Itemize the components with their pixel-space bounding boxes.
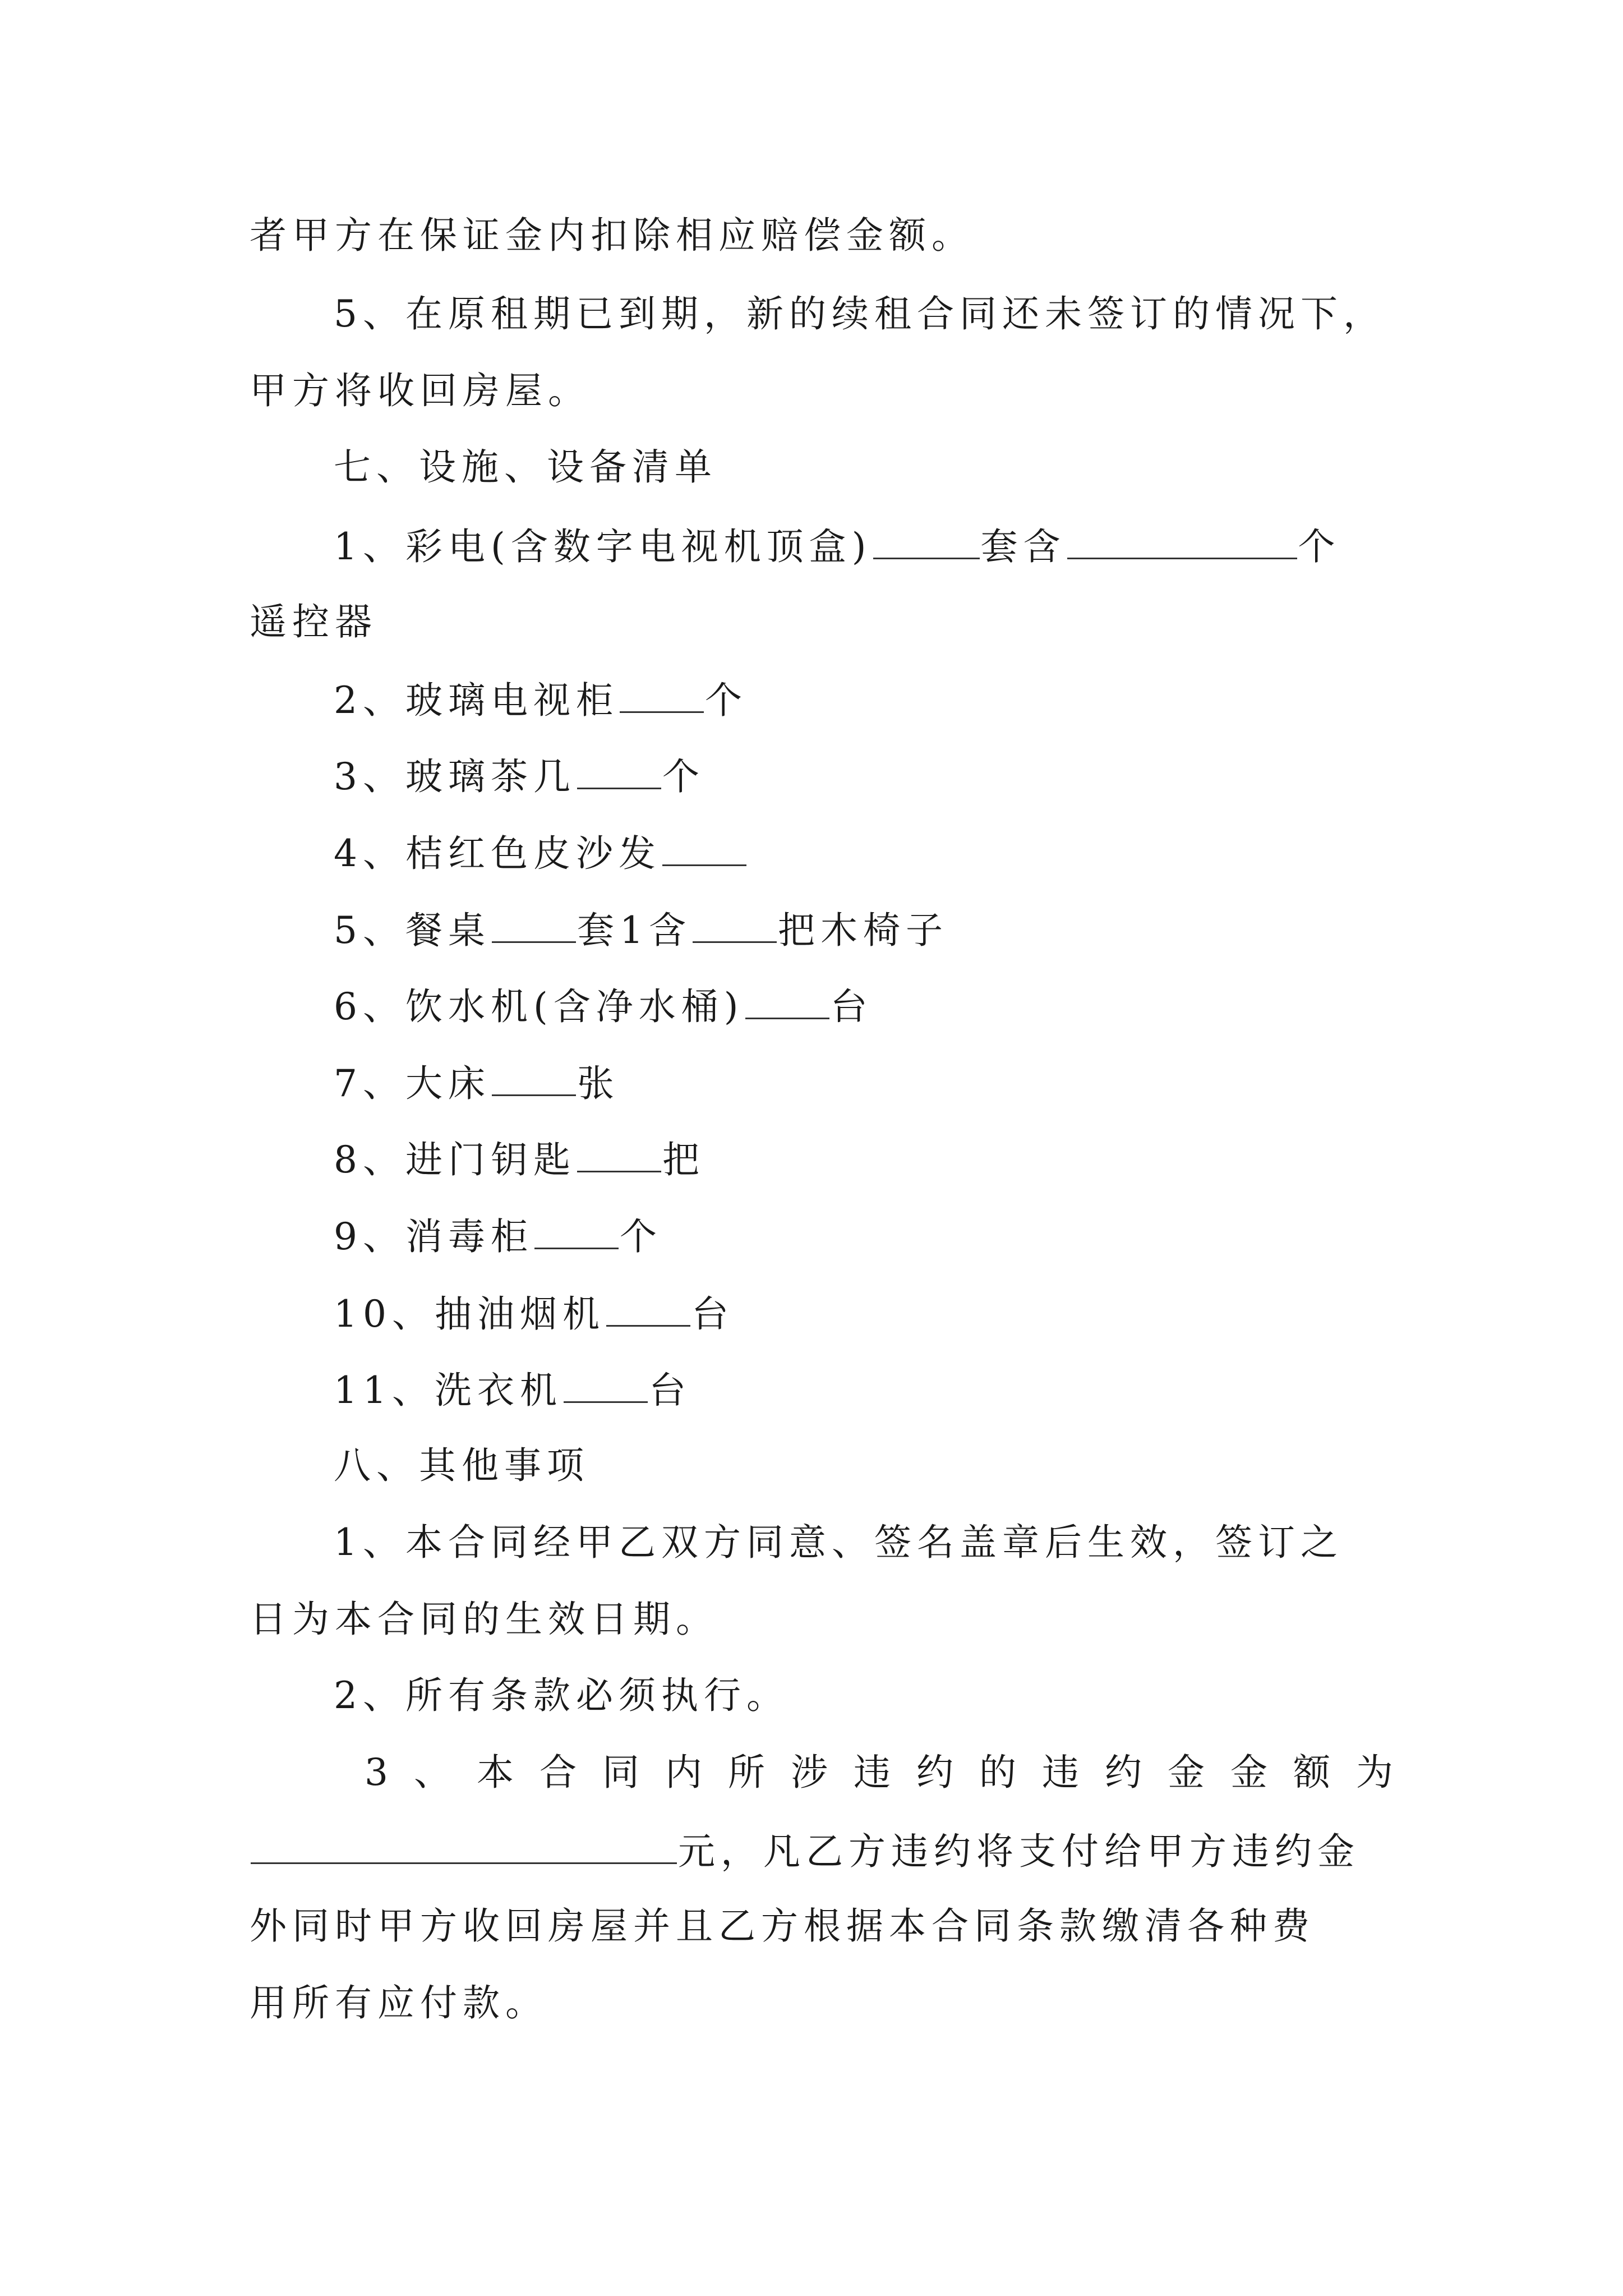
list-item <box>334 983 873 1029</box>
list-item <box>334 907 948 953</box>
item-label: 8、进门钥匙 <box>334 1138 576 1181</box>
fill-blank <box>251 1828 677 1864</box>
fill-blank <box>534 1213 619 1249</box>
item-unit: 个 <box>1298 525 1341 568</box>
item-unit: 个 <box>620 1215 662 1258</box>
item-label: 3、玻璃茶几 <box>334 755 576 798</box>
list-item <box>334 1213 662 1259</box>
item-label: 2、玻璃电视柜 <box>334 679 619 722</box>
item-label: 套含 <box>980 525 1066 568</box>
item-unit: 把 <box>662 1138 705 1181</box>
line-text: 元，凡乙方违约将支付给甲方违约金 <box>678 1830 1360 1873</box>
fill-blank <box>693 907 777 943</box>
paragraph-line: 2、所有条款必须执行。 <box>334 1674 789 1717</box>
fill-blank <box>564 1366 648 1403</box>
fill-blank <box>1067 523 1297 559</box>
item-label: 11、洗衣机 <box>334 1369 562 1412</box>
item-label: 10、抽油烟机 <box>334 1292 605 1336</box>
paragraph-line: 5、在原租期已到期，新的续租合同还未签订的情况下， <box>334 292 1386 335</box>
item-label: 4、桔红色皮沙发 <box>334 832 661 875</box>
paragraph-line: 日为本合同的生效日期。 <box>250 1598 718 1641</box>
item-unit: 台 <box>648 1369 691 1412</box>
list-item <box>334 677 748 723</box>
paragraph-line <box>250 1828 1360 1874</box>
list-item <box>334 753 705 799</box>
paragraph-line: 者甲方在保证金内扣除相应赔偿金额。 <box>250 214 974 257</box>
fill-blank <box>620 677 704 713</box>
item-unit: 台 <box>830 985 873 1028</box>
paragraph-line: 外同时甲方收回房屋并且乙方根据本合同条款缴清各种费 <box>250 1904 1315 1948</box>
item-label: 1、彩电(含数字电视机顶盒) <box>334 525 872 568</box>
section-heading: 七、设施、设备清单 <box>334 445 717 489</box>
item-label: 套1含 <box>577 909 691 952</box>
item-label: 5、餐桌 <box>334 909 491 952</box>
fill-blank <box>492 907 576 943</box>
list-item <box>334 1366 691 1413</box>
item-label: 6、饮水机(含净水桶) <box>334 985 744 1028</box>
item-label: 9、消毒柜 <box>334 1215 533 1258</box>
list-item <box>334 1290 734 1337</box>
fill-blank <box>606 1290 690 1327</box>
paragraph-line: 甲方将收回房屋。 <box>250 369 591 412</box>
list-item <box>334 1060 620 1106</box>
list-item <box>334 1136 705 1182</box>
item-unit: 张 <box>577 1062 620 1105</box>
item-unit: 个 <box>705 679 748 722</box>
fill-blank <box>873 523 980 559</box>
item-unit: 把木椅子 <box>778 909 948 952</box>
item-unit: 台 <box>691 1292 734 1336</box>
fill-blank <box>492 1060 576 1096</box>
list-item <box>334 523 1341 569</box>
item-label: 7、大床 <box>334 1062 491 1105</box>
paragraph-line: 用所有应付款。 <box>250 1981 548 2024</box>
paragraph-line: 3、本合同内所涉违约的违约金金额为 <box>365 1751 1419 1794</box>
fill-blank <box>577 1136 661 1172</box>
fill-blank <box>577 753 661 789</box>
fill-blank <box>745 983 829 1019</box>
list-item <box>334 830 748 876</box>
paragraph-line: 1、本合同经甲乙双方同意、签名盖章后生效，签订之 <box>334 1521 1343 1564</box>
paragraph-line: 遥控器 <box>250 600 377 643</box>
section-heading: 八、其他事项 <box>334 1444 589 1487</box>
fill-blank <box>662 830 746 866</box>
item-unit: 个 <box>662 755 705 798</box>
